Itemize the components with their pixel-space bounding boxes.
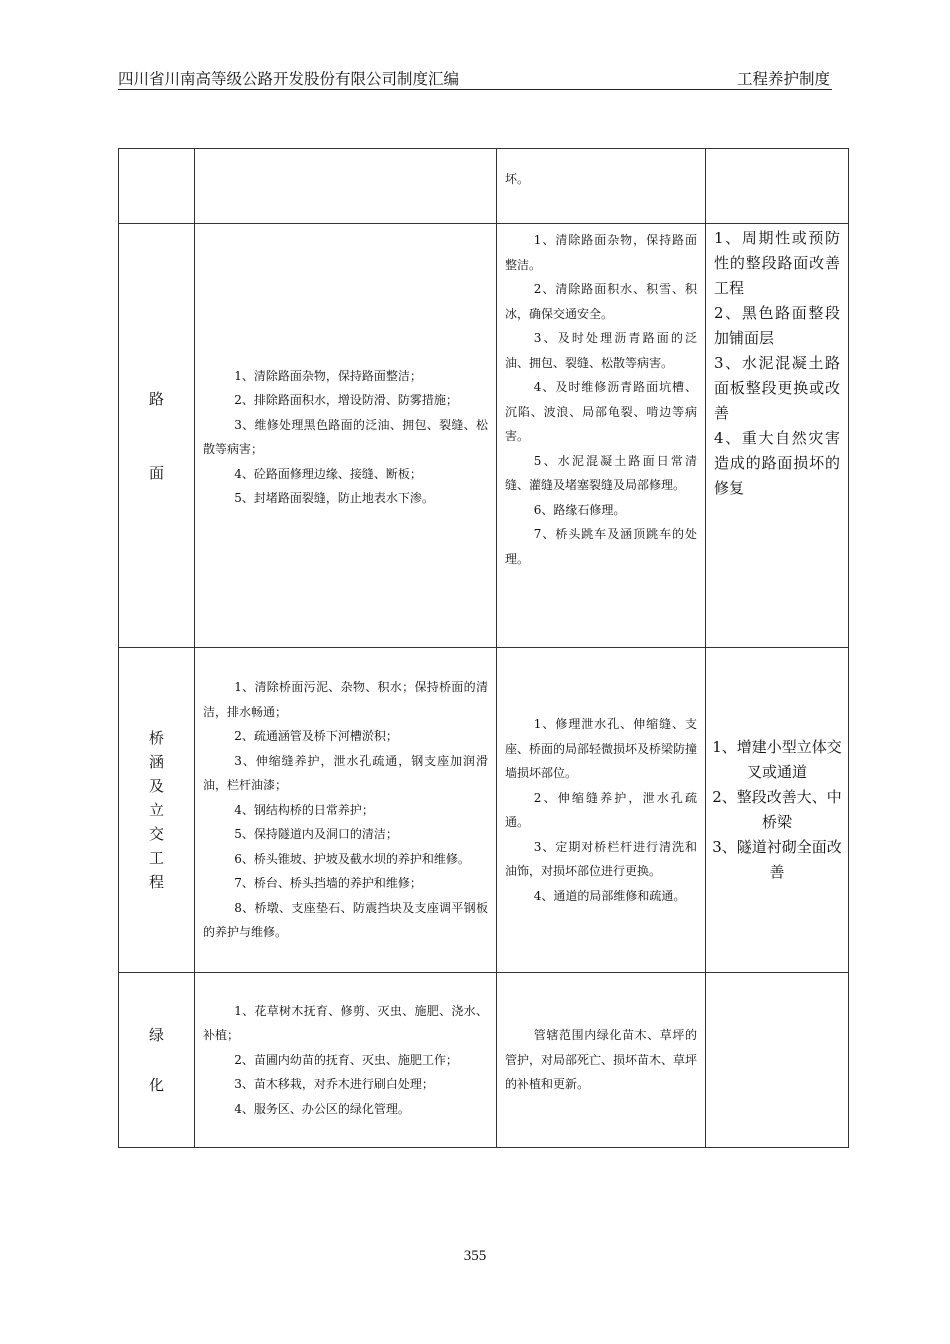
category-char: 涵 [148, 753, 164, 771]
list-item: 2、整段改善大、中桥梁 [712, 788, 842, 831]
list-item: 1、清除桥面污泥、杂物、积水；保持桥面的清洁，排水畅通； [203, 680, 488, 719]
continued-daily-cell [195, 149, 497, 224]
list-item: 7、桥台、桥头挡墙的养护和维修； [234, 876, 422, 891]
green-minor-cell [497, 973, 706, 1148]
list-item: 1、修理泄水孔、伸缩缝、支座、桥面的局部轻微损坏及桥梁防撞墙损坏部位。 [505, 717, 698, 780]
list-item: 2、伸缩缝养护，泄水孔疏通。 [505, 790, 697, 829]
road-category-cell [119, 224, 195, 648]
list-item: 3、苗木移栽，对乔木进行刷白处理； [234, 1077, 434, 1092]
table-row-road [119, 224, 849, 648]
continued-category-cell [119, 149, 195, 224]
category-char: 交 [148, 825, 164, 843]
bridge-daily-cell [195, 648, 497, 973]
list-item: 1、清除路面杂物，保持路面整洁； [234, 368, 422, 383]
continued-text: 坏。 [505, 172, 530, 186]
list-item: 1、增建小型立体交叉或通道 [712, 738, 842, 781]
list-item: 3、水泥混凝土路面板整段更换或改善 [714, 354, 840, 422]
category-char: 及 [148, 777, 164, 795]
list-item: 1、周期性或预防性的整段路面改善工程 [714, 229, 840, 297]
header-document-title: 四川省川南高等级公路开发股份有限公司制度汇编 [118, 71, 460, 88]
page-number: 355 [463, 1248, 487, 1264]
list-item: 6、路缘石修理。 [533, 502, 626, 517]
header-section-title: 工程养护制度 [736, 71, 830, 88]
category-char: 化 [148, 1076, 164, 1094]
road-daily-cell [195, 224, 497, 648]
list-item: 5、封堵路面裂缝，防止地表水下渗。 [234, 491, 434, 505]
list-item: 6、桥头锥坡、护坡及截水坝的养护和维修。 [234, 851, 470, 866]
green-category-cell [119, 973, 195, 1148]
category-char: 面 [148, 463, 164, 482]
list-item: 4、服务区、办公区的绿化管理。 [234, 1101, 410, 1116]
category-char: 程 [148, 873, 164, 891]
list-item: 1、清除路面杂物，保持路面整洁。 [505, 233, 697, 272]
page-header [118, 66, 832, 90]
list-item: 2、排除路面积水，增设防滑、防雾措施； [234, 393, 458, 407]
list-item: 2、苗圃内幼苗的抚育、灭虫、施肥工作； [234, 1052, 458, 1067]
continued-minor-cell [497, 149, 706, 224]
list-item: 3、及时处理沥青路面的泛油、拥包、裂缝、松散等病害。 [505, 331, 697, 370]
list-item: 5、保持隧道内及洞口的清洁； [234, 827, 398, 842]
bridge-major-cell [706, 648, 849, 973]
bridge-category-cell [119, 648, 195, 973]
table-row-continued [119, 149, 849, 224]
list-item: 4、钢结构桥的日常养护； [234, 802, 374, 817]
list-item: 4、通道的局部维修和疏通。 [533, 888, 686, 903]
list-item: 3、伸缩缝养护，泄水孔疏通，钢支座加润滑油，栏杆油漆； [203, 753, 488, 793]
list-item: 8、桥墩、支座垫石、防震挡块及支座调平钢板的养护与维修。 [203, 900, 488, 940]
category-char: 绿 [148, 1026, 164, 1044]
category-char: 立 [148, 801, 164, 819]
maintenance-table [118, 148, 849, 1148]
list-item: 1、花草树木抚育、修剪、灭虫、施肥、浇水、补植； [203, 1003, 488, 1043]
table-row-bridge [119, 648, 849, 973]
list-item: 4、砼路面修理边缘、接缝、断板； [234, 466, 422, 481]
list-item: 2、疏通涵管及桥下河槽淤积； [234, 729, 398, 744]
list-item: 2、清除路面积水、积雪、积冰，确保交通安全。 [505, 282, 697, 321]
list-item: 4、重大自然灾害造成的路面损坏的修复 [714, 429, 840, 497]
green-major-cell [706, 973, 849, 1148]
continued-major-cell [706, 149, 849, 224]
list-item: 5、水泥混凝土路面日常清缝、灌缝及堵塞裂缝及局部修理。 [505, 453, 697, 492]
green-daily-cell [195, 973, 497, 1148]
list-item: 管辖范围内绿化苗木、草坪的管护，对局部死亡、损坏苗木、草坪的补植和更新。 [505, 1028, 698, 1092]
category-char: 路 [148, 389, 164, 408]
list-item: 3、隧道衬砌全面改善 [712, 838, 842, 881]
category-char: 桥 [148, 729, 164, 747]
category-char: 工 [148, 849, 164, 867]
list-item: 3、定期对桥栏杆进行清洗和油饰，对损坏部位进行更换。 [505, 839, 697, 878]
road-minor-cell [497, 224, 706, 648]
list-item: 4、及时维修沥青路面坑槽、沉陷、波浪、局部龟裂、啃边等病害。 [505, 380, 697, 443]
bridge-minor-cell [497, 648, 706, 973]
list-item: 7、桥头跳车及涵顶跳车的处理。 [505, 527, 697, 566]
list-item: 3、维修处理黑色路面的泛油、拥包、裂缝、松散等病害； [203, 417, 488, 456]
list-item: 2、黑色路面整段加铺面层 [714, 304, 840, 347]
table-row-green [119, 973, 849, 1148]
road-major-cell [706, 224, 849, 648]
